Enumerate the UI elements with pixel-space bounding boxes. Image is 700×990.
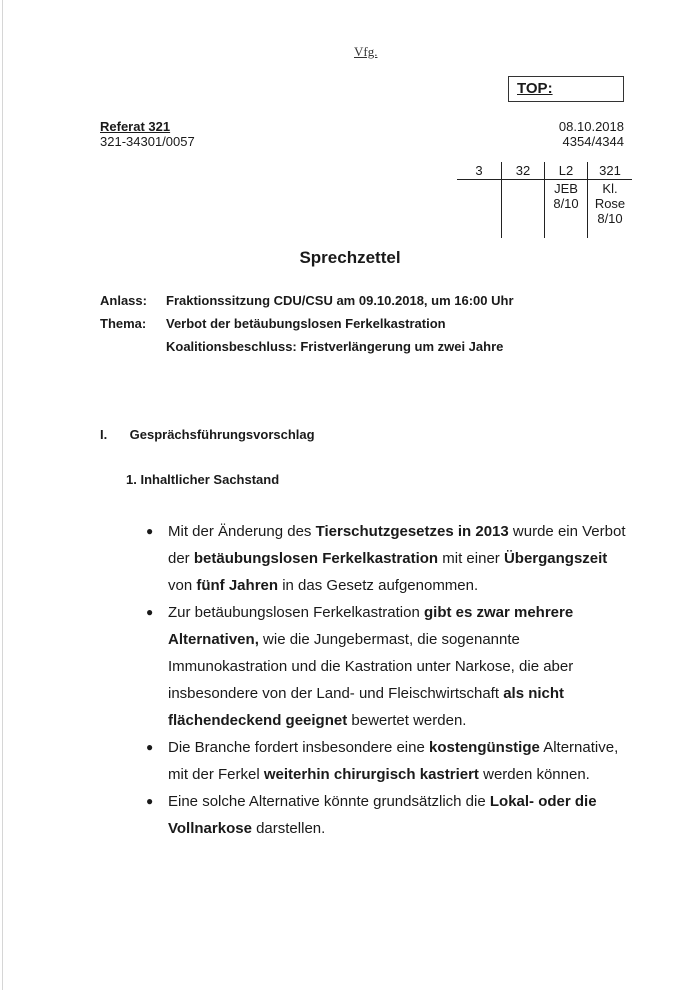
- thema-value-2: Koalitionsbeschluss: Fristverlängerung um zwei Jahre: [166, 339, 504, 354]
- referat-block: [100, 119, 195, 149]
- page-title: Sprechzettel: [299, 248, 401, 267]
- section-heading: [100, 427, 315, 442]
- vfg-note: Vfg.: [354, 44, 378, 59]
- mz-cell: [457, 180, 502, 239]
- bullet-item: ● Mit der Änderung des Tierschutzgesetzes in 2013 wurde ein Verbot der betäubungslosen Ferkelkastration mit einer Übergangszeit von fünf Jahren in das Gesetz aufgenommen.: [146, 518, 634, 599]
- meta-block: [100, 289, 514, 358]
- bullet-icon: ●: [146, 794, 154, 808]
- document-date: 08.10.2018: [558, 119, 624, 134]
- bullet-icon: ●: [146, 605, 154, 619]
- anlass-label: Anlass:: [100, 293, 147, 308]
- mz-cell: JEB 8/10: [545, 180, 588, 239]
- bullet-item: ● Die Branche fordert insbesondere eine kostengünstige Alternative, mit der Ferkel weiterhin chirurgisch kastriert werden können.: [146, 734, 634, 788]
- top-box: [508, 76, 624, 102]
- subsection-heading: 1. Inhaltlicher Sachstand: [126, 472, 280, 487]
- mz-cell: [502, 180, 545, 239]
- mz-cell: Kl. Rose 8/10: [588, 180, 633, 239]
- bullet-item: ● Zur betäubungslosen Ferkelkastration gibt es zwar mehrere Alternativen, wie die Jungebermast, die sogenannte Immunokastration und die Kastration unter Narkose, die aber insbesondere von der Land- und Fleischwirtschaft als nicht flächendeckend geeignet bewertet werden.: [146, 599, 634, 734]
- anlass-value: Fraktionssitzung CDU/CSU am 09.10.2018, um 16:00 Uhr: [166, 293, 514, 308]
- mitzeichnung-table: [457, 162, 632, 238]
- referat-label: Referat 321: [100, 119, 171, 134]
- thema-value: Verbot der betäubungslosen Ferkelkastration: [166, 316, 446, 331]
- top-label: TOP:: [517, 80, 553, 97]
- phone-extension: 4354/4344: [562, 134, 624, 149]
- date-block: [559, 119, 624, 149]
- mz-header-cell: 32: [502, 162, 545, 180]
- scan-edge: [2, 0, 3, 990]
- mz-header-cell: 321: [588, 162, 633, 180]
- bullet-icon: ●: [146, 740, 154, 754]
- section-title: Gesprächsführungsvorschlag: [129, 427, 315, 442]
- aktenzeichen: 321-34301/0057: [100, 134, 195, 149]
- bullet-icon: ●: [146, 524, 154, 538]
- bullet-item: ● Eine solche Alternative könnte grundsätzlich die Lokal- oder die Vollnarkose darstellen.: [146, 788, 634, 842]
- thema-label: Thema:: [100, 316, 147, 331]
- mz-header-cell: L2: [545, 162, 588, 180]
- mz-header-cell: 3: [457, 162, 502, 180]
- section-number: I.: [100, 427, 108, 442]
- bullet-list: [146, 518, 634, 842]
